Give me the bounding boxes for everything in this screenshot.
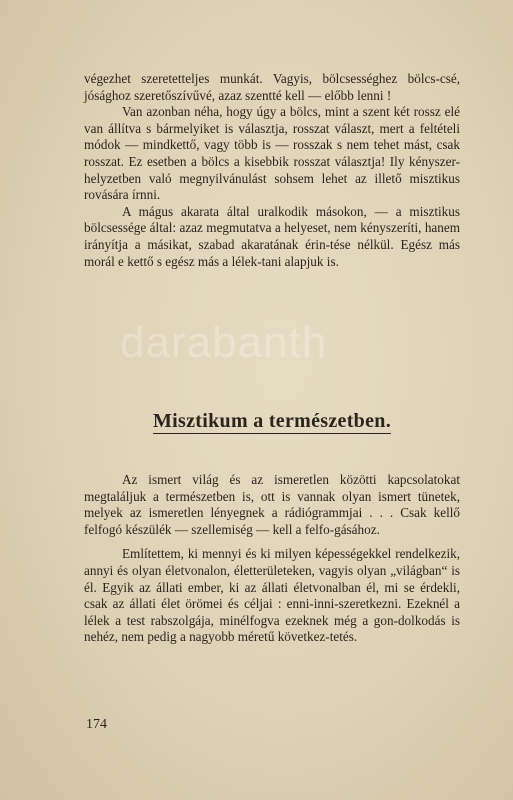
paragraph: A mágus akarata által uralkodik másokon, — a misztikus bölcsessége által: azaz megmutatva a helyeset, nem kényszeríti, hanem irányítja a másikat, szabad akaratának érin-tése nélkül. Egész más morál e kettő s egész más a lélek-tani alapjuk is.	[84, 203, 460, 269]
text-block-top	[84, 71, 460, 270]
page-number: 174	[86, 717, 107, 732]
paragraph: Van azonban néha, hogy úgy a bölcs, mint a szent két rossz elé van állítva s bármelyiket is választja, rosszat választ, mert a feltételi módok — mindkettő, vagy több is — rosszak s nem tehet mást, csak rosszat. Ez esetben a bölcs a kisebbik rosszat választja! Ily kényszer-helyzetben való megnyilvánulást sohsem lehet az illető misztikus rovására írnni.	[84, 104, 460, 203]
paragraph: Említettem, ki mennyi és ki milyen képességekkel rendelkezik, annyi és olyan életvonalon, életterületeken, vagyis olyan „világban“ is él. Egyik az állati ember, ki az állati életvonalban él, mi se érdekli, csak az állati élet örömei és céljai : enni-inni-szeretkezni. Ezeknél a lélek a test rabszolgája, minélfogva ezeknek még a gon-dolkodás is nehéz, nem pedig a nagyobb méretű következ-tetés.	[84, 546, 460, 645]
watermark-logo: darabanth	[120, 318, 328, 367]
paragraph: végezhet szeretetteljes munkát. Vagyis, bölcsességhez bölcs-csé, jósághoz szeretőszívűvé, azaz szentté kell — előbb lenni !	[84, 71, 460, 103]
section-heading	[84, 410, 460, 433]
paragraph: Az ismert világ és az ismeretlen közötti kapcsolatokat megtaláljuk a természetben is, ott is vannak olyan ismert tünetek, melyek az ismeretlen lényegnek a rádiógrammjai . . . Csak kellő felfogó készülék — szellemiség — kell a felfo-gásához.	[84, 472, 460, 537]
section-heading-text: Misztikum a természetben.	[153, 410, 391, 432]
text-block-bottom	[84, 472, 460, 646]
